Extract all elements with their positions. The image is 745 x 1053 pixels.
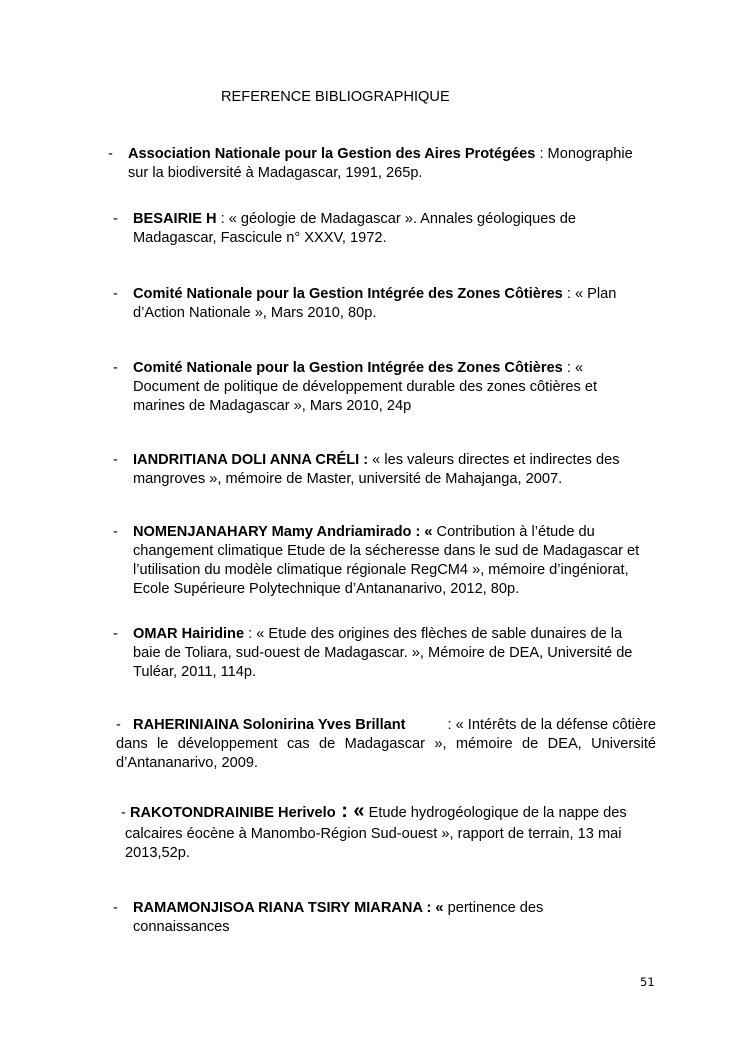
list-dash: - — [113, 286, 118, 302]
reference-line — [121, 800, 627, 823]
reference-text: calcaires éocène à Manombo-Région Sud-ouest », rapport de terrain, 13 mai — [125, 826, 622, 842]
reference-text: l’utilisation du modèle climatique régionale RegCM4 », mémoire d’ingéniorat, — [133, 562, 629, 578]
reference-text: : « Etude des origines des flèches de sable dunaires de la — [244, 626, 623, 642]
reference-text: : « géologie de Madagascar ». Annales géologiques de — [216, 211, 576, 227]
reference-text: Ecole Supérieure Polytechnique d’Antananarivo, 2012, 80p. — [133, 581, 520, 597]
reference-line — [133, 899, 543, 918]
reference-line — [133, 625, 622, 644]
list-dash: - — [113, 626, 118, 642]
reference-author: IANDRITIANA DOLI ANNA CRÉLI : — [133, 452, 369, 468]
reference-text: Document de politique de développement durable des zones côtières et — [133, 379, 598, 395]
reference-text: Tuléar, 2011, 114p. — [133, 664, 257, 680]
reference-line — [133, 210, 576, 229]
reference-text: baie de Toliara, sud-ouest de Madagascar. », Mémoire de DEA, Université de — [133, 645, 633, 661]
reference-author: Comité Nationale pour la Gestion Intégrée des Zones Côtières — [133, 360, 563, 376]
reference-text: Contribution à l’étude du — [432, 524, 595, 540]
reference-text: d’Antananarivo, 2009. — [116, 755, 258, 771]
reference-line — [133, 285, 616, 304]
reference-text: connaissances — [133, 919, 230, 935]
reference-text: : « Intérêts de la défense côtière — [447, 717, 656, 733]
reference-text: pertinence des — [443, 900, 544, 916]
reference-text: : « — [562, 360, 584, 376]
reference-author: RAHERINIAINA Solonirina Yves Brillant — [133, 717, 406, 733]
reference-text: : « Plan — [562, 286, 617, 302]
list-dash: - — [113, 211, 118, 227]
reference-text: « les valeurs directes et indirectes des — [368, 452, 620, 468]
reference-author: RAMAMONJISOA RIANA TSIRY MIARANA : « — [133, 900, 444, 916]
page-number: 51 — [640, 975, 655, 989]
reference-text: Madagascar, Fascicule n° XXXV, 1972. — [133, 230, 387, 246]
reference-author: Comité Nationale pour la Gestion Intégrée des Zones Côtières — [133, 286, 563, 302]
reference-text: dans le développement cas de Madagascar », mémoire de DEA, Université — [116, 736, 656, 752]
reference-author: OMAR Hairidine — [133, 626, 245, 642]
reference-text: marines de Madagascar », Mars 2010, 24p — [133, 398, 412, 414]
reference-line — [133, 359, 583, 378]
reference-text: sur la biodiversité à Madagascar, 1991, 265p. — [128, 165, 423, 181]
list-dash: - — [108, 146, 113, 162]
reference-text: : « — [335, 800, 365, 822]
list-dash: - — [113, 900, 118, 916]
reference-author: BESAIRIE H — [133, 211, 217, 227]
reference-line — [128, 145, 633, 164]
reference-author: RAKOTONDRAINIBE Herivelo — [129, 805, 336, 821]
reference-text: mangroves », mémoire de Master, université de Mahajanga, 2007. — [133, 471, 563, 487]
list-dash: - — [121, 805, 126, 821]
reference-author: NOMENJANAHARY Mamy Andriamirado : « — [133, 524, 433, 540]
reference-line — [116, 716, 656, 735]
reference-line — [133, 451, 620, 470]
reference-text: 2013,52p. — [125, 845, 190, 861]
reference-line — [133, 523, 595, 542]
list-dash: - — [113, 452, 118, 468]
reference-text: d’Action Nationale », Mars 2010, 80p. — [133, 305, 377, 321]
reference-text: changement climatique Etude de la sécheresse dans le sud de Madagascar et — [133, 543, 640, 559]
list-dash: - — [113, 360, 118, 376]
page-title: REFERENCE BIBLIOGRAPHIQUE — [221, 89, 450, 105]
reference-author: Association Nationale pour la Gestion des Aires Protégées — [128, 146, 536, 162]
list-dash: - — [113, 524, 118, 540]
reference-text: Etude hydrogéologique de la nappe des — [364, 805, 627, 821]
list-dash: - — [116, 717, 121, 733]
reference-text: : Monographie — [535, 146, 633, 162]
